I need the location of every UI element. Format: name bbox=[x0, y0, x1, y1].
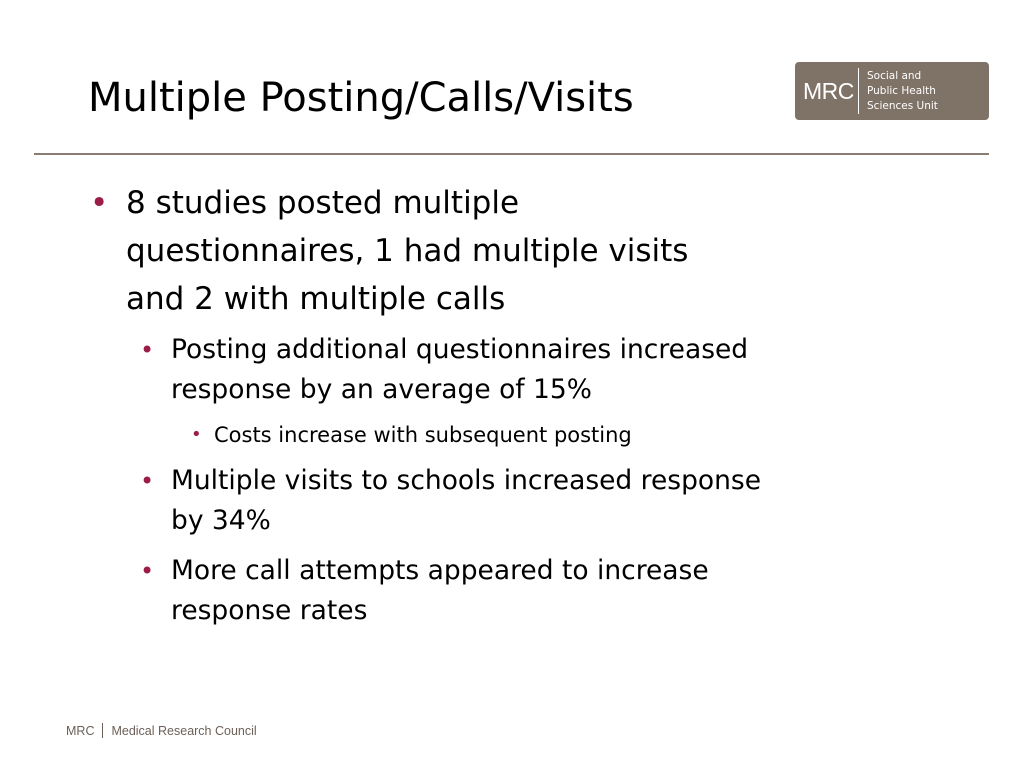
bullet-line: 8 studies posted multiple bbox=[126, 185, 520, 221]
bullet-line: by 34% bbox=[171, 505, 271, 536]
bullet-line: More call attempts appeared to increase bbox=[171, 555, 709, 586]
logo-unit-line: Public Health bbox=[867, 85, 936, 97]
slide-title: Multiple Posting/Calls/Visits bbox=[88, 75, 634, 121]
bullet-item-level-2 bbox=[140, 551, 961, 631]
bullet-line: Multiple visits to schools increased response bbox=[171, 465, 762, 496]
bullet-dot-icon: • bbox=[191, 424, 202, 445]
footer-logo bbox=[66, 722, 257, 740]
bullet-line: response rates bbox=[171, 595, 368, 626]
bullet-item-level-2 bbox=[140, 330, 961, 410]
bullet-dot-icon: • bbox=[140, 467, 155, 495]
logo-unit-line: Social and bbox=[867, 70, 922, 82]
footer-mrc-mark: MRC bbox=[66, 724, 95, 738]
bullet-dot-icon: • bbox=[140, 557, 155, 585]
bullet-line: questionnaires, 1 had multiple visits bbox=[126, 233, 689, 269]
footer-divider bbox=[102, 723, 103, 738]
footer-organisation-name: Medical Research Council bbox=[111, 724, 257, 738]
bullet-line: Posting additional questionnaires increased bbox=[171, 334, 749, 365]
bullet-dot-icon: • bbox=[140, 336, 155, 364]
bullet-item-level-1 bbox=[90, 179, 886, 323]
bullet-dot-icon: • bbox=[90, 185, 109, 221]
logo-mrc-mark: MRC bbox=[803, 78, 854, 104]
bullet-item-level-3 bbox=[191, 419, 914, 451]
logo-unit-line: Sciences Unit bbox=[867, 100, 938, 112]
bullet-line: Costs increase with subsequent posting bbox=[214, 423, 632, 447]
bullet-line: response by an average of 15% bbox=[171, 374, 592, 405]
bullet-item-level-2 bbox=[140, 461, 961, 541]
bullet-line: and 2 with multiple calls bbox=[126, 281, 506, 317]
